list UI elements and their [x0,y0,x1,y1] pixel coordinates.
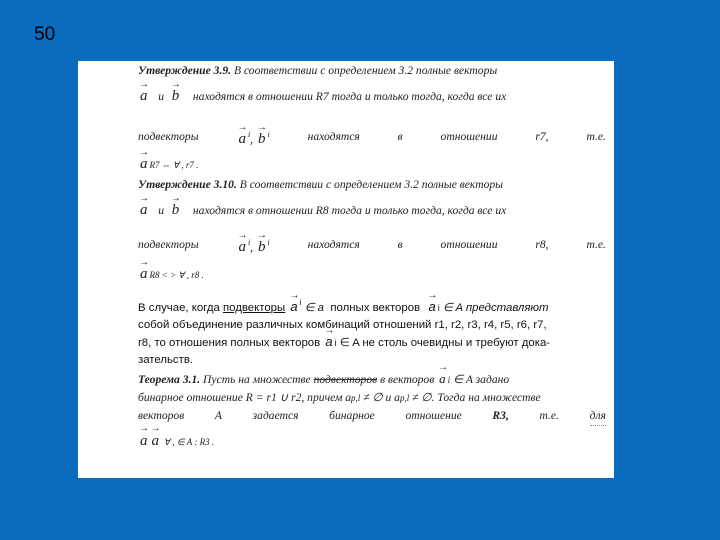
thm31-text-1b: подвекторов [313,372,378,386]
vector-a: → a [288,298,299,317]
para-text-1c: ∈ a [304,302,324,314]
thm31-text-3h: для [590,407,606,426]
thm31-text-3d: бинарное [329,408,375,422]
stmt39-te: т.е. [586,130,606,143]
stmt310-line2 [138,197,606,233]
stmt310-te: т.е. [586,238,606,251]
thm31-line3 [138,407,606,426]
vector-b: → b [170,89,182,104]
paragraph [138,289,606,369]
para-line2 [138,317,606,334]
vector-a: → a [138,203,150,218]
stmt310-heading: Утверждение 3.10. [138,178,237,191]
thm31-formula: ∀ , ∈ A : R3 . [163,436,215,447]
para-text-1e: ∈ A представляют [442,302,549,314]
stmt39-formula: → a R7 ⇔ ∀ , r7 . [138,153,606,177]
para-text-1b: подвекторы [222,302,286,314]
stmt39-subvector-pair: → a $^i$, → b $^i$ [236,131,269,153]
para-line3: r8, то отношения полных векторов → a i ∈ A не столь очевидны и требуют дока- [138,333,606,352]
stmt310-and: и [158,204,164,217]
stmt39-line3 [138,123,606,153]
theorem-31 [138,369,606,453]
stmt39-in-rel: находятся [307,130,360,143]
thm31-text-1c: в векторов [380,372,435,386]
slide-number: 50 [34,24,56,45]
vector-ai: → a [437,369,448,389]
para-text-4: зательств. [138,354,194,367]
document-page [78,61,614,478]
thm31-line4: → a→ a ∀ , ∈ A : R3 . [138,426,606,453]
para-text-1d: полных векторов [330,302,421,314]
para-line4 [138,352,606,369]
stmt310-line2-text: находятся в отношении R8 тогда и только тогда, когда все их [192,204,507,217]
vector-a: → a [138,89,150,104]
stmt310-line3 [138,233,606,261]
stmt39-formula-text: R7 ⇔ ∀ , r7 . [149,160,199,170]
stmt39-v: в [397,130,403,143]
stmt39-line1 [138,65,606,83]
stmt39-heading: Утверждение 3.9. [138,64,232,77]
para-line1: В случае, когда подвекторы → a $^i$ ∈ a полных векторов → a i ∈ A представляют [138,297,606,317]
stmt39-and: и [158,90,164,103]
stmt310-subvectors: подвекторы [138,238,199,251]
stmt39-rel: r7, [535,130,549,143]
para-text-3b: ∈ A не столь очевидны и требуют дока- [339,337,551,350]
stmt39-subvectors: подвекторы [138,130,199,143]
para-text-1a: В случае, когда [138,302,220,314]
thm31-text-3b: A [214,408,222,422]
stmt39-otn: отношении [440,130,498,143]
stmt39-line1-text: В соответствии с определением 3.2 полные векторы [233,64,498,77]
vector-ai: → a [426,298,437,317]
stmt310-line1 [138,177,606,197]
stmt39-line2 [138,83,606,123]
thm31-text-3a: векторов [138,408,185,422]
thm31-text-2b: ≠ ∅ и a [363,390,400,404]
thm31-line1: Теорема 3.1. Пусть на множестве подвекторов в векторов → a i ∈ A задано [138,369,606,389]
stmt39-line2-text: находятся в отношении R7 тогда и только тогда, когда все их [192,90,507,103]
vector-b: → b [170,203,182,218]
stmt310-rel: r8, [535,238,549,251]
para-text-2: собой объединение различных комбинаций отношений r1, r2, r3, r4, r5, r6, r7, [138,318,547,331]
stmt310-formula-text: R8 < > ∀ , r8 . [149,270,204,280]
stmt310-formula: → a R8 < > ∀ , r8 . [138,261,606,289]
thm31-heading: Теорема 3.1. [138,372,201,386]
thm31-text-3f: R3, [492,408,509,422]
thm31-text-2c: ≠ ∅. Тогда на множестве [412,390,541,404]
stmt310-subvector-pair: → a $^i$, → b $^i$ [236,239,269,261]
thm31-text-3g: т.е. [539,408,559,422]
para-text-3a: r8, то отношения полных векторов [138,337,321,350]
thm31-text-1d: ∈ A задано [453,372,510,386]
thm31-text-1a: Пусть на множестве [203,372,311,386]
stmt310-v: в [397,238,403,251]
stmt310-in-rel: находятся [307,238,360,251]
stmt310-otn: отношении [440,238,498,251]
thm31-line2: бинарное отношение R = r1 ∪ r2, причем ap,l ≠ ∅ и ap,l ≠ ∅. Тогда на множестве [138,390,541,404]
stmt310-line1-text: В соответствии с определением 3.2 полные векторы [239,178,504,191]
vector-ai: → a [323,333,334,352]
thm31-text-2a: бинарное отношение R = r1 ∪ r2, причем a [138,390,352,404]
thm31-text-3c: задается [252,408,299,422]
thm31-text-3e: отношение [405,408,462,422]
